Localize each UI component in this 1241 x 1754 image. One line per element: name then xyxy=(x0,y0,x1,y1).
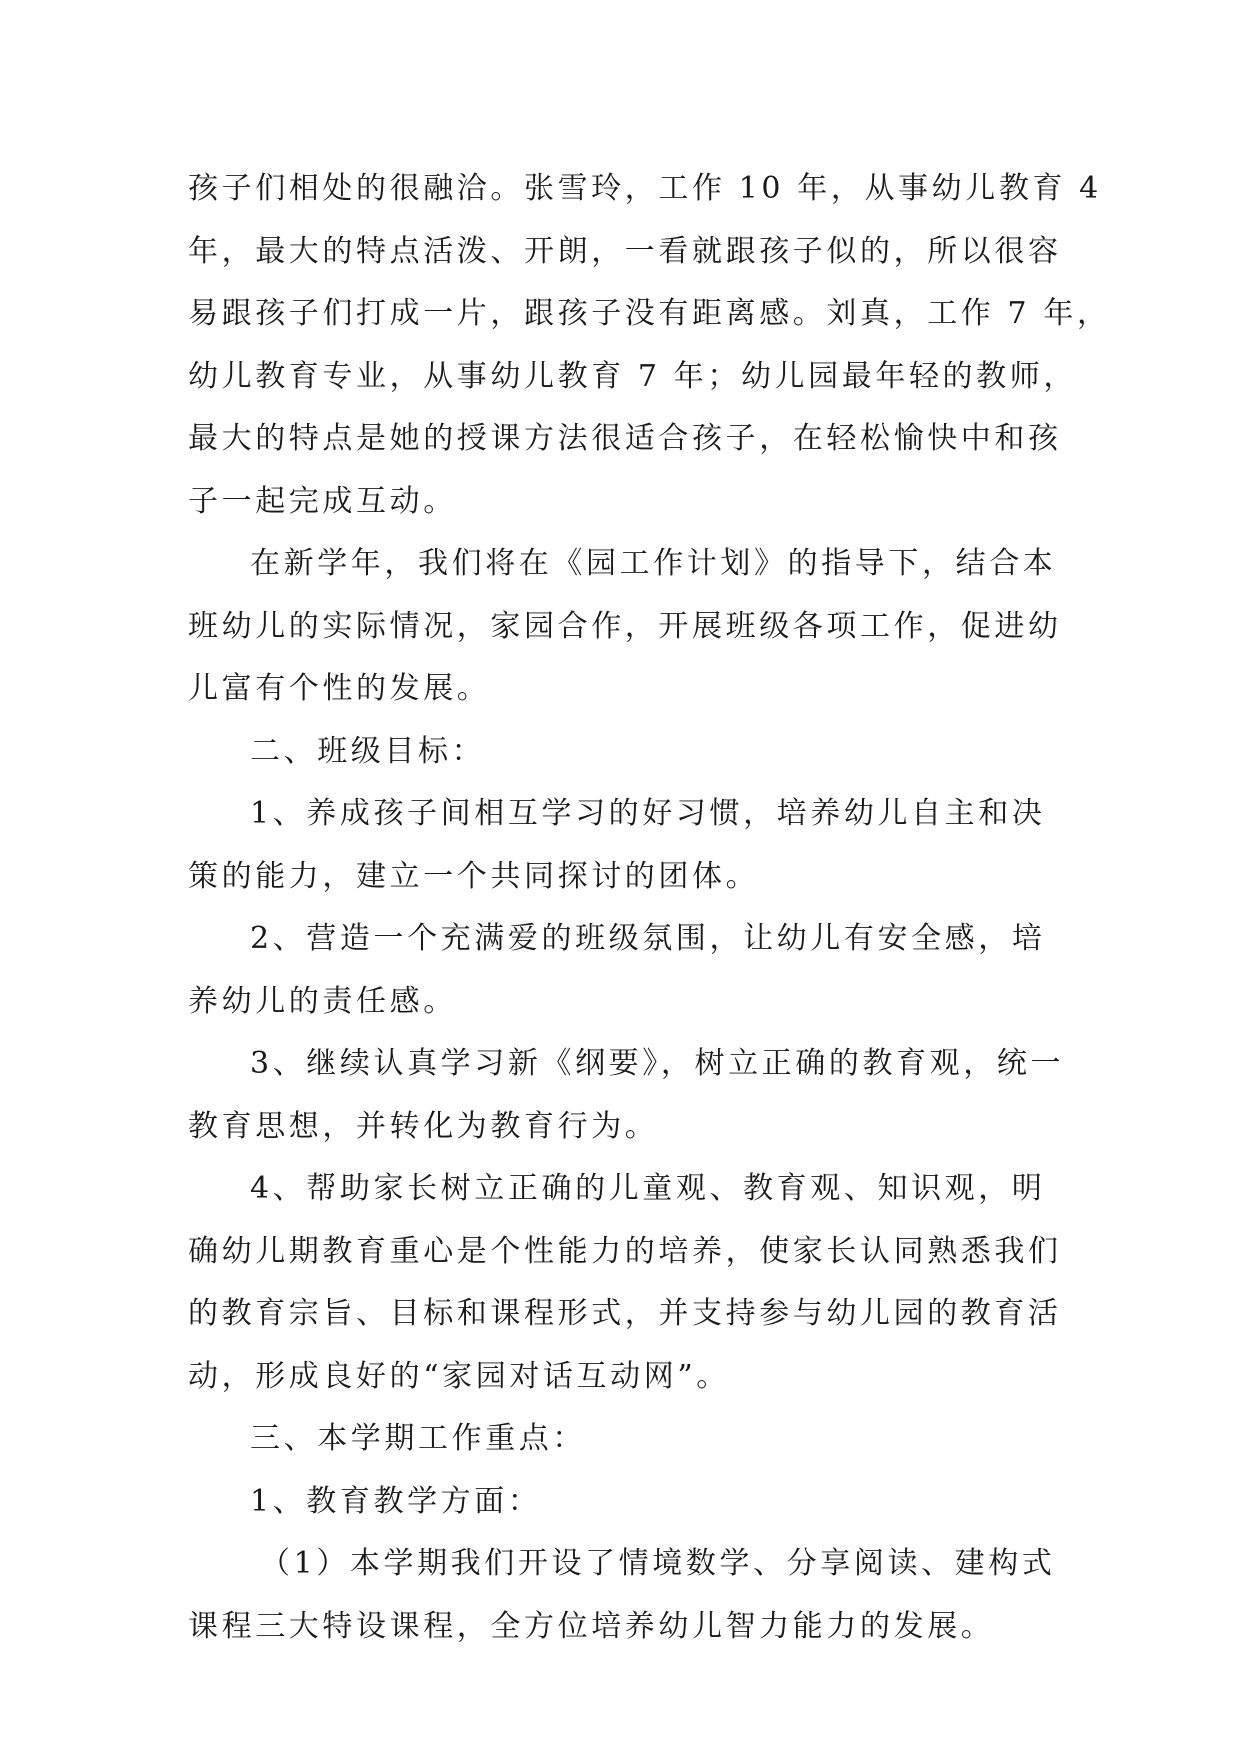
text-line: 孩子们相处的很融洽。张雪玲，工作 10 年，从事幼儿教育 4 xyxy=(188,171,1102,206)
text-line: 养幼儿的责任感。 xyxy=(188,983,457,1019)
text-line: 幼儿教育专业，从事幼儿教育 7 年；幼儿园最年轻的教师， xyxy=(188,358,1077,394)
text-line: 年，最大的特点活泼、开朗，一看就跟孩子似的，所以很容 xyxy=(188,233,1062,269)
list-item-start: 3、继续认真学习新《纲要》，树立正确的教育观，统一 xyxy=(250,1046,1065,1081)
section-heading: 二、班级目标： xyxy=(250,733,486,769)
subsection-heading: 1、教育教学方面： xyxy=(250,1483,542,1519)
text-line: 班幼儿的实际情况，家园合作，开展班级各项工作，促进幼 xyxy=(188,608,1062,644)
text-line: 确幼儿期教育重心是个性能力的培养，使家长认同熟悉我们 xyxy=(188,1233,1062,1269)
document-body xyxy=(188,158,1111,1658)
list-item-start: 2、营造一个充满爱的班级氛围，让幼儿有安全感，培 xyxy=(250,921,1046,956)
list-item-start: （1）本学期我们开设了情境数学、分享阅读、建构式 xyxy=(260,1546,1056,1581)
text-line: 子一起完成互动。 xyxy=(188,483,457,519)
text-line: 课程三大特设课程，全方位培养幼儿智力能力的发展。 xyxy=(188,1608,995,1644)
text-line: 易跟孩子们打成一片，跟孩子没有距离感。刘真，工作 7 年， xyxy=(188,296,1111,331)
text-line: 策的能力，建立一个共同探讨的团体。 xyxy=(188,858,760,894)
text-line: 教育思想，并转化为教育行为。 xyxy=(188,1108,659,1144)
paragraph-start: 在新学年，我们将在《园工作计划》的指导下，结合本 xyxy=(250,546,1057,581)
text-line: 最大的特点是她的授课方法很适合孩子，在轻松愉快中和孩 xyxy=(188,421,1062,456)
list-item-start: 1、养成孩子间相互学习的好习惯，培养幼儿自主和决 xyxy=(250,796,1046,831)
text-line: 动，形成良好的“家园对话互动网”。 xyxy=(188,1358,730,1394)
list-item-start: 4、帮助家长树立正确的儿童观、教育观、知识观，明 xyxy=(250,1171,1046,1206)
section-heading: 三、本学期工作重点： xyxy=(250,1421,586,1456)
text-line: 儿富有个性的发展。 xyxy=(188,671,491,706)
text-line: 的教育宗旨、目标和课程形式，并支持参与幼儿园的教育活 xyxy=(188,1296,1062,1331)
